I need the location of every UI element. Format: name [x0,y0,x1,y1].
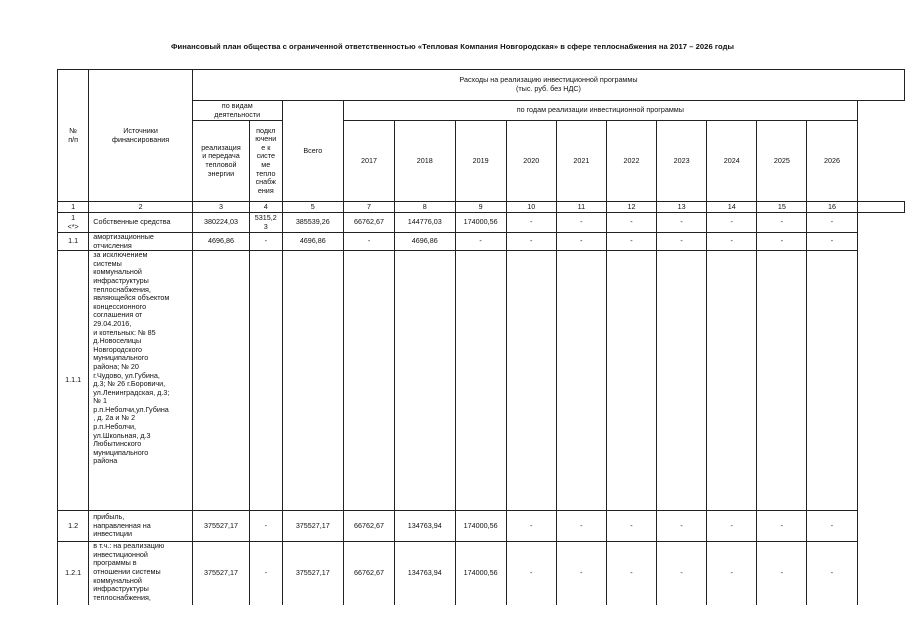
header-num: № п/п [58,70,89,202]
column-number: 5 [282,202,344,213]
table-row [58,542,905,605]
row-number: 1.2.1 [58,542,89,605]
column-number: 4 [250,202,283,213]
row-value: 4696,86 [282,233,344,251]
table-row [58,251,905,511]
row-value: - [657,213,707,233]
header-total: Всего [282,101,344,202]
header-expenses: Расходы на реализацию инвестиционной программы (тыс. руб. без НДС) [192,70,904,101]
row-value: - [556,511,606,542]
row-value: 134763,94 [394,542,455,605]
table-row [58,233,905,251]
row-number: 1 <*> [58,213,89,233]
row-value: - [707,233,757,251]
row-value [606,251,656,511]
row-value: - [250,233,283,251]
header-sources: Источники финансирования [89,70,193,202]
row-value: - [344,233,395,251]
table-row [58,213,905,233]
row-value: 380224,03 [192,213,249,233]
row-value [192,251,249,511]
row-value: - [707,213,757,233]
column-numbers-row [58,202,905,213]
header-year-2019: 2019 [455,121,506,202]
row-value: - [556,213,606,233]
row-source: за исключением системы коммунальной инфраструктуры теплоснабжения, являющейся объектом концессионного соглашения от 29.04.2016, и котельных: № 85 д.Новоселицы Новгородского муниципального района; № 20 г.Чудово, ул.Губина, д.3; № 26 г.Боровичи, ул.Ленинградская, д.3; № 1 р.п.Неболчи,ул.Губина , д. 2а и № 2 р.п.Неболчи, ул.Школьная, д.3 Любытинского муниципального района [89,251,193,511]
row-value [506,251,556,511]
row-value: - [757,542,807,605]
row-value: 375527,17 [192,542,249,605]
header-year-2024: 2024 [707,121,757,202]
row-value: 66762,67 [344,542,395,605]
document-title: Финансовый план общества с ограниченной ответственностью «Тепловая Компания Новгородская» в сфере теплоснабжения на 2017 – 2026 годы [171,42,734,51]
row-value [757,251,807,511]
row-value: 66762,67 [344,213,395,233]
row-value: 5315,2 3 [250,213,283,233]
row-value: - [807,233,857,251]
row-value [394,251,455,511]
header-year-2022: 2022 [606,121,656,202]
row-source: в т.ч.: на реализацию инвестиционной программы в отношении системы коммунальной инфраструктуры теплоснабжения, [89,542,193,605]
row-value: 144776,03 [394,213,455,233]
column-number: 14 [707,202,757,213]
column-number: 8 [394,202,455,213]
header-year-2018: 2018 [394,121,455,202]
row-value [807,251,857,511]
row-value: 375527,17 [192,511,249,542]
column-number: 7 [344,202,395,213]
column-number: 9 [455,202,506,213]
column-number: 12 [606,202,656,213]
header-year-2017: 2017 [344,121,395,202]
column-number: 11 [556,202,606,213]
row-value: 66762,67 [344,511,395,542]
row-number: 1.1 [58,233,89,251]
row-value: - [707,511,757,542]
header-by-years: по годам реализации инвестиционной программы [344,101,858,121]
row-value: - [657,511,707,542]
row-number: 1.1.1 [58,251,89,511]
row-value: - [506,213,556,233]
row-value: 174000,56 [455,213,506,233]
row-value: - [606,213,656,233]
row-value: 4696,86 [394,233,455,251]
row-source: прибыль, направленная на инвестиции [89,511,193,542]
row-value [455,251,506,511]
row-value: 4696,86 [192,233,249,251]
row-value: 385539,26 [282,213,344,233]
row-value [250,251,283,511]
column-number: 3 [192,202,249,213]
row-value: - [757,213,807,233]
row-value [282,251,344,511]
financial-plan-table [57,69,905,605]
row-value: - [807,213,857,233]
row-value: - [657,542,707,605]
header-year-2023: 2023 [657,121,707,202]
header-year-2025: 2025 [757,121,807,202]
row-value [657,251,707,511]
row-value: - [757,233,807,251]
row-value: 134763,94 [394,511,455,542]
row-source: амортизационные отчисления [89,233,193,251]
row-value: - [506,233,556,251]
row-value: - [606,542,656,605]
column-number: 2 [89,202,193,213]
column-number: 1 [58,202,89,213]
row-value: 375527,17 [282,511,344,542]
row-source: Собственные средства [89,213,193,233]
header-year-2021: 2021 [556,121,606,202]
column-number: 13 [657,202,707,213]
header-year-2020: 2020 [506,121,556,202]
row-value: 375527,17 [282,542,344,605]
header-row-1 [58,70,905,101]
row-value: 174000,56 [455,542,506,605]
row-value [344,251,395,511]
column-number: 16 [807,202,857,213]
row-value: - [807,511,857,542]
row-value: - [807,542,857,605]
row-value: - [606,511,656,542]
column-number: 10 [506,202,556,213]
column-number [857,202,904,213]
row-value: - [250,511,283,542]
header-activity-connection: подкл ючени е к систе ме тепло снабж ения [250,121,283,202]
table-row [58,511,905,542]
row-value: - [455,233,506,251]
row-value: - [506,511,556,542]
row-value: - [556,233,606,251]
row-value [707,251,757,511]
row-value: - [506,542,556,605]
row-value: 174000,56 [455,511,506,542]
row-value [556,251,606,511]
header-year-2026: 2026 [807,121,857,202]
row-value: - [606,233,656,251]
row-value: - [657,233,707,251]
column-number: 15 [757,202,807,213]
row-value: - [757,511,807,542]
row-number: 1.2 [58,511,89,542]
header-activity-heat: реализация и передача тепловой энергии [192,121,249,202]
row-value: - [556,542,606,605]
header-by-activity: по видам деятельности [192,101,282,121]
row-value: - [707,542,757,605]
row-value: - [250,542,283,605]
